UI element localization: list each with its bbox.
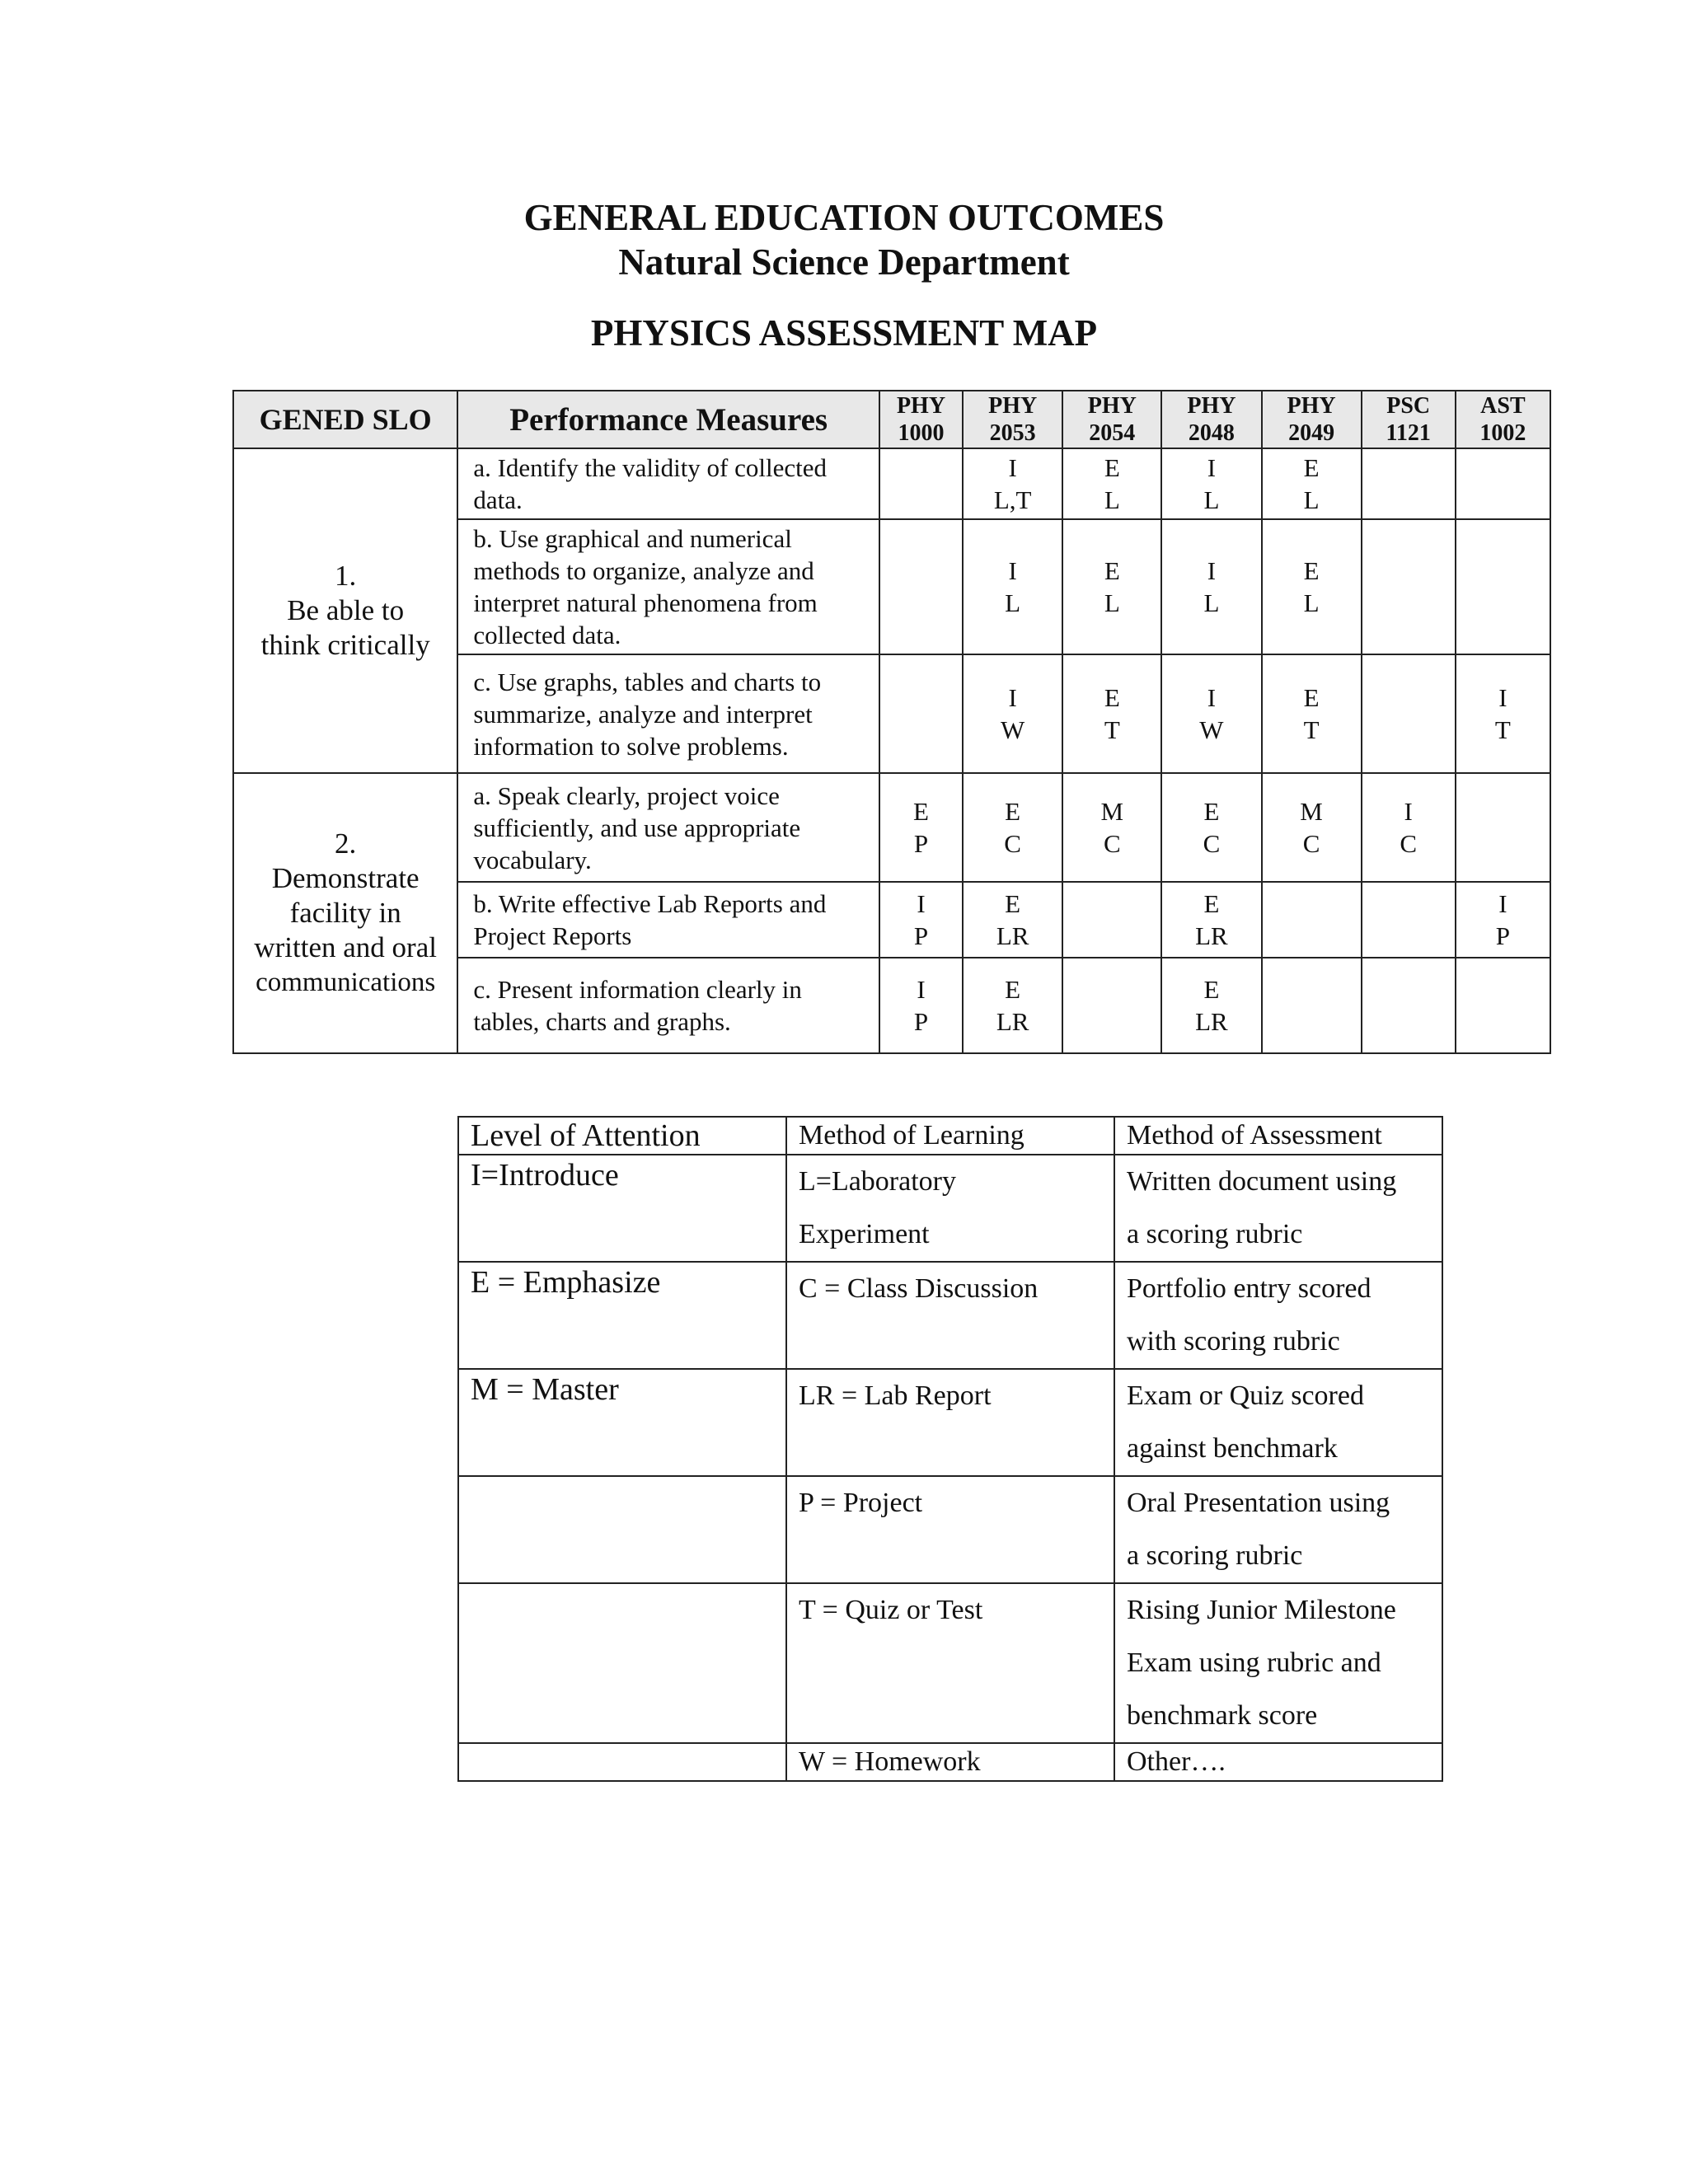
column-header-course: PHY 2054: [1062, 391, 1161, 448]
course-cell: I P: [879, 882, 963, 958]
course-cell: [1362, 958, 1456, 1053]
course-cell: E C: [1161, 773, 1261, 882]
legend-header-assessment: Method of Assessment: [1114, 1117, 1442, 1155]
course-cell: I T: [1456, 654, 1550, 773]
course-cell: M C: [1062, 773, 1161, 882]
course-cell: [1456, 958, 1550, 1053]
performance-measure: a. Speak clearly, project voice sufficiently, and use appropriate vocabulary.: [457, 773, 879, 882]
legend-assessment: Portfolio entry scored with scoring rubric: [1114, 1262, 1442, 1369]
course-cell: [1456, 519, 1550, 654]
legend-row: [458, 1369, 1442, 1476]
legend-row: [458, 1155, 1442, 1262]
slo-number: 1.: [335, 560, 357, 592]
column-header-course: PHY 2048: [1161, 391, 1261, 448]
map-row: [233, 773, 1550, 882]
course-cell: E L: [1062, 519, 1161, 654]
column-header-course: AST 1002: [1456, 391, 1550, 448]
performance-measure: a. Identify the validity of collected data.: [457, 448, 879, 519]
legend-assessment: Exam or Quiz scored against benchmark: [1114, 1369, 1442, 1476]
course-cell: [1456, 773, 1550, 882]
slo-number: 2.: [335, 827, 357, 860]
slo-text: think critically: [260, 629, 430, 661]
course-cell: I L,T: [963, 448, 1062, 519]
slo-cell: [233, 448, 457, 773]
course-cell: I C: [1362, 773, 1456, 882]
performance-measure: c. Use graphs, tables and charts to summarize, analyze and interpret information to solve problems.: [457, 654, 879, 773]
legend-learning: LR = Lab Report: [786, 1369, 1114, 1476]
course-cell: [1362, 882, 1456, 958]
course-cell: [879, 654, 963, 773]
legend-level: [458, 1743, 786, 1781]
course-cell: [1062, 882, 1161, 958]
legend-level: I=Introduce: [458, 1155, 786, 1262]
legend-row: [458, 1262, 1442, 1369]
course-cell: I W: [963, 654, 1062, 773]
legend-learning: P = Project: [786, 1476, 1114, 1583]
slo-text: Demonstrate: [271, 862, 420, 894]
course-cell: E LR: [963, 958, 1062, 1053]
legend-row: [458, 1743, 1442, 1781]
slo-text: written and oral: [254, 931, 437, 963]
legend-level: [458, 1583, 786, 1743]
column-header-slo: GENED SLO: [233, 391, 457, 448]
course-cell: E LR: [1161, 882, 1261, 958]
legend-assessment: Written document using a scoring rubric: [1114, 1155, 1442, 1262]
course-cell: E L: [1262, 448, 1362, 519]
legend-row: [458, 1583, 1442, 1743]
document-title: GENERAL EDUCATION OUTCOMES: [523, 197, 1165, 238]
course-cell: I P: [879, 958, 963, 1053]
course-cell: E L: [1062, 448, 1161, 519]
slo-text: Be able to: [287, 594, 405, 626]
course-cell: E LR: [963, 882, 1062, 958]
course-cell: [1456, 448, 1550, 519]
header-row: [233, 391, 1550, 448]
course-cell: [879, 448, 963, 519]
assessment-map-table: [232, 390, 1551, 1054]
column-header-course: PHY 2049: [1262, 391, 1362, 448]
legend-header-level: Level of Attention: [458, 1117, 786, 1155]
legend-level: M = Master: [458, 1369, 786, 1476]
slo-text: facility in: [289, 897, 401, 929]
course-cell: [879, 519, 963, 654]
course-cell: I W: [1161, 654, 1261, 773]
course-cell: [1262, 958, 1362, 1053]
legend-level: E = Emphasize: [458, 1262, 786, 1369]
column-header-course: PHY 1000: [879, 391, 963, 448]
map-row: [233, 448, 1550, 519]
legend-row: [458, 1476, 1442, 1583]
legend-table: [457, 1116, 1443, 1782]
legend-learning: W = Homework: [786, 1743, 1114, 1781]
legend-learning: C = Class Discussion: [786, 1262, 1114, 1369]
legend-learning: T = Quiz or Test: [786, 1583, 1114, 1743]
course-cell: I L: [1161, 519, 1261, 654]
column-header-course: PHY 2053: [963, 391, 1062, 448]
course-cell: E T: [1262, 654, 1362, 773]
legend-level: [458, 1476, 786, 1583]
column-header-measures: Performance Measures: [457, 391, 879, 448]
course-cell: [1362, 519, 1456, 654]
course-cell: E T: [1062, 654, 1161, 773]
course-cell: I L: [963, 519, 1062, 654]
performance-measure: c. Present information clearly in tables, charts and graphs.: [457, 958, 879, 1053]
course-cell: I P: [1456, 882, 1550, 958]
map-title: PHYSICS ASSESSMENT MAP: [590, 312, 1098, 354]
course-cell: E P: [879, 773, 963, 882]
course-cell: [1362, 654, 1456, 773]
slo-cell: [233, 773, 457, 1053]
course-cell: E C: [963, 773, 1062, 882]
performance-measure: b. Write effective Lab Reports and Project Reports: [457, 882, 879, 958]
course-cell: [1262, 882, 1362, 958]
legend-assessment: Other….: [1114, 1743, 1442, 1781]
legend-header-learning: Method of Learning: [786, 1117, 1114, 1155]
slo-text: communications: [256, 968, 436, 997]
legend-assessment: Oral Presentation using a scoring rubric: [1114, 1476, 1442, 1583]
course-cell: E L: [1262, 519, 1362, 654]
course-cell: I L: [1161, 448, 1261, 519]
legend-learning: L=Laboratory Experiment: [786, 1155, 1114, 1262]
performance-measure: b. Use graphical and numerical methods to organize, analyze and interpret natural phenomena from collected data.: [457, 519, 879, 654]
course-cell: M C: [1262, 773, 1362, 882]
course-cell: [1362, 448, 1456, 519]
course-cell: [1062, 958, 1161, 1053]
legend-header-row: [458, 1117, 1442, 1155]
legend-assessment: Rising Junior Milestone Exam using rubric and benchmark score: [1114, 1583, 1442, 1743]
column-header-course: PSC 1121: [1362, 391, 1456, 448]
course-cell: E LR: [1161, 958, 1261, 1053]
department-name: Natural Science Department: [618, 241, 1070, 283]
